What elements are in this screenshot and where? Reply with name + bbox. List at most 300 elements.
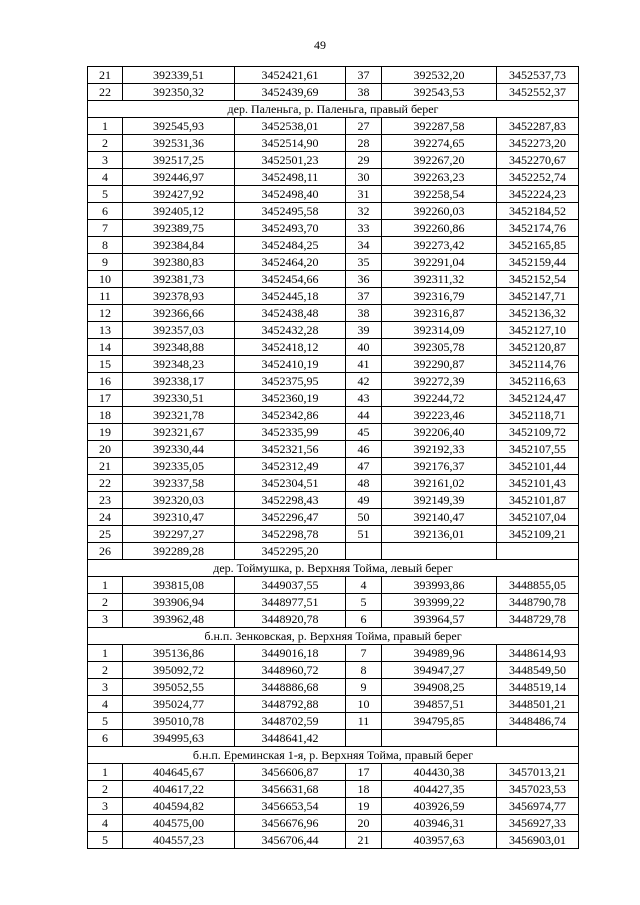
point-number-cell: 1 [88,577,123,594]
coordinate-x-cell: 392350,32 [123,84,235,101]
point-number-cell: 17 [88,390,123,407]
coordinate-x-cell: 392289,28 [123,543,235,560]
coordinate-y-cell: 3457023,53 [497,781,579,798]
coordinate-y-cell: 3452273,20 [497,135,579,152]
table-row [88,611,579,628]
coordinate-y-cell: 3452109,72 [497,424,579,441]
coordinate-x-cell: 392272,39 [382,373,497,390]
point-number-cell: 30 [346,169,382,186]
table-row [88,288,579,305]
coordinate-x-cell: 394947,27 [382,662,497,679]
table-row [88,543,579,560]
coordinate-y-cell: 3448920,78 [235,611,346,628]
coordinate-y-cell: 3452439,69 [235,84,346,101]
point-number-cell: 50 [346,509,382,526]
coordinate-x-cell: 404575,00 [123,815,235,832]
point-number-cell: 48 [346,475,382,492]
coordinate-x-cell: 392260,03 [382,203,497,220]
point-number-cell: 8 [346,662,382,679]
coordinate-x-cell: 392310,47 [123,509,235,526]
coordinate-y-cell: 3452152,54 [497,271,579,288]
coordinate-y-cell: 3452321,56 [235,441,346,458]
coordinate-y-cell: 3452101,44 [497,458,579,475]
coordinate-y-cell: 3448790,78 [497,594,579,611]
coordinate-x-cell: 392380,83 [123,254,235,271]
coordinate-y-cell: 3452107,04 [497,509,579,526]
coordinate-x-cell: 393815,08 [123,577,235,594]
coordinate-y-cell: 3452101,43 [497,475,579,492]
coordinate-y-cell: 3452147,71 [497,288,579,305]
point-number-cell: 6 [346,611,382,628]
coordinate-x-cell: 392314,09 [382,322,497,339]
coordinate-x-cell: 392244,72 [382,390,497,407]
point-number-cell: 7 [346,645,382,662]
coordinate-x-cell: 392316,79 [382,288,497,305]
coordinate-y-cell: 3452410,19 [235,356,346,373]
table-row [88,339,579,356]
coordinate-x-cell: 393962,48 [123,611,235,628]
table-row [88,424,579,441]
point-number-cell: 21 [88,67,123,84]
point-number-cell: 2 [88,594,123,611]
coordinate-x-cell: 404594,82 [123,798,235,815]
point-number-cell: 11 [88,288,123,305]
coordinate-y-cell: 3456676,96 [235,815,346,832]
coordinate-x-cell: 392260,86 [382,220,497,237]
coordinate-x-cell: 392287,58 [382,118,497,135]
point-number-cell: 15 [88,356,123,373]
table-row [88,730,579,747]
coordinate-x-cell: 395024,77 [123,696,235,713]
coordinate-y-cell: 3452124,47 [497,390,579,407]
table-row [88,441,579,458]
table-row [88,713,579,730]
point-number-cell: 22 [88,84,123,101]
coordinate-y-cell: 3448549,50 [497,662,579,679]
coordinate-x-cell: 392531,36 [123,135,235,152]
coordinate-y-cell: 3452184,52 [497,203,579,220]
coordinate-x-cell: 392330,44 [123,441,235,458]
point-number-cell: 4 [88,696,123,713]
coordinate-y-cell: 3452418,12 [235,339,346,356]
point-number-cell [346,730,382,747]
coordinate-y-cell [497,543,579,560]
coordinate-x-cell: 404430,38 [382,764,497,781]
point-number-cell: 5 [346,594,382,611]
coordinate-y-cell: 3448519,14 [497,679,579,696]
coordinate-x-cell: 393993,86 [382,577,497,594]
coordinate-y-cell: 3452335,99 [235,424,346,441]
table-row [88,815,579,832]
table-row [88,390,579,407]
coordinate-y-cell: 3456927,33 [497,815,579,832]
table-row [88,186,579,203]
coordinate-y-cell: 3452296,47 [235,509,346,526]
point-number-cell: 1 [88,118,123,135]
point-number-cell: 10 [88,271,123,288]
coordinate-y-cell: 3448614,93 [497,645,579,662]
coordinate-y-cell: 3448960,72 [235,662,346,679]
coordinate-y-cell: 3448486,74 [497,713,579,730]
table-row [88,696,579,713]
coordinate-y-cell: 3452432,28 [235,322,346,339]
point-number-cell: 20 [346,815,382,832]
coordinate-x-cell: 392348,88 [123,339,235,356]
coordinate-y-cell: 3448886,68 [235,679,346,696]
table-row [88,764,579,781]
coordinate-y-cell: 3448501,21 [497,696,579,713]
coordinate-y-cell: 3452304,51 [235,475,346,492]
point-number-cell: 13 [88,322,123,339]
coordinate-y-cell: 3452120,87 [497,339,579,356]
coordinate-y-cell: 3452552,37 [497,84,579,101]
coordinate-y-cell: 3448977,51 [235,594,346,611]
coordinate-y-cell: 3452165,85 [497,237,579,254]
coordinate-y-cell: 3452538,01 [235,118,346,135]
coordinate-y-cell: 3452312,49 [235,458,346,475]
point-number-cell: 5 [88,713,123,730]
table-row [88,662,579,679]
coordinate-x-cell: 404427,35 [382,781,497,798]
table-row [88,526,579,543]
coordinate-x-cell: 392258,54 [382,186,497,203]
point-number-cell: 9 [88,254,123,271]
coordinate-x-cell: 392378,93 [123,288,235,305]
coordinate-x-cell: 392335,05 [123,458,235,475]
coordinate-y-cell: 3449037,55 [235,577,346,594]
coordinates-table-body [88,67,579,849]
point-number-cell: 16 [88,373,123,390]
point-number-cell: 17 [346,764,382,781]
point-number-cell: 49 [346,492,382,509]
point-number-cell: 3 [88,152,123,169]
table-row [88,135,579,152]
table-row [88,322,579,339]
coordinate-y-cell: 3452127,10 [497,322,579,339]
point-number-cell: 37 [346,288,382,305]
point-number-cell: 4 [88,169,123,186]
point-number-cell: 1 [88,645,123,662]
coordinate-x-cell: 403926,59 [382,798,497,815]
point-number-cell: 4 [88,815,123,832]
coordinate-x-cell: 392532,20 [382,67,497,84]
point-number-cell: 36 [346,271,382,288]
point-number-cell: 38 [346,84,382,101]
coordinate-x-cell: 392223,46 [382,407,497,424]
point-number-cell: 34 [346,237,382,254]
section-header-row [88,560,579,577]
coordinate-x-cell: 392206,40 [382,424,497,441]
table-row [88,237,579,254]
table-row [88,254,579,271]
coordinate-y-cell: 3452298,78 [235,526,346,543]
point-number-cell: 40 [346,339,382,356]
coordinate-y-cell: 3456903,01 [497,832,579,849]
point-number-cell: 6 [88,730,123,747]
table-row [88,832,579,849]
point-number-cell: 1 [88,764,123,781]
section-title: дер. Паленьга, р. Паленьга, правый берег [88,101,579,118]
coordinate-x-cell: 394795,85 [382,713,497,730]
coordinate-x-cell: 392321,78 [123,407,235,424]
point-number-cell: 33 [346,220,382,237]
coordinate-y-cell: 3452136,32 [497,305,579,322]
table-row [88,152,579,169]
coordinate-x-cell: 392384,84 [123,237,235,254]
coordinate-x-cell: 395010,78 [123,713,235,730]
table-row [88,203,579,220]
point-number-cell: 18 [346,781,382,798]
table-row [88,373,579,390]
coordinate-y-cell: 3457013,21 [497,764,579,781]
coordinate-x-cell: 392338,17 [123,373,235,390]
coordinate-y-cell: 3452101,87 [497,492,579,509]
coordinate-x-cell: 394989,96 [382,645,497,662]
coordinates-table [87,66,579,849]
coordinate-y-cell: 3452445,18 [235,288,346,305]
coordinate-x-cell: 392543,53 [382,84,497,101]
coordinate-y-cell: 3452109,21 [497,526,579,543]
section-header-row [88,101,579,118]
coordinate-x-cell: 393964,57 [382,611,497,628]
coordinate-x-cell: 392337,58 [123,475,235,492]
section-title: б.н.п. Ереминская 1-я, р. Верхняя Тойма, правый берег [88,747,579,764]
point-number-cell: 26 [88,543,123,560]
table-row [88,271,579,288]
coordinate-x-cell: 394995,63 [123,730,235,747]
point-number-cell: 29 [346,152,382,169]
point-number-cell: 20 [88,441,123,458]
coordinate-x-cell: 392389,75 [123,220,235,237]
coordinate-y-cell: 3452298,43 [235,492,346,509]
coordinate-y-cell: 3452464,20 [235,254,346,271]
coordinate-x-cell: 392290,87 [382,356,497,373]
coordinate-y-cell: 3456706,44 [235,832,346,849]
page-number: 49 [314,38,326,52]
coordinate-x-cell: 392330,51 [123,390,235,407]
point-number-cell: 8 [88,237,123,254]
coordinate-x-cell: 392267,20 [382,152,497,169]
table-row [88,781,579,798]
point-number-cell: 28 [346,135,382,152]
coordinate-x-cell: 403946,31 [382,815,497,832]
coordinate-y-cell: 3452495,58 [235,203,346,220]
table-row [88,407,579,424]
table-row [88,84,579,101]
coordinate-y-cell: 3452107,55 [497,441,579,458]
coordinate-x-cell: 394908,25 [382,679,497,696]
table-row [88,169,579,186]
coordinate-y-cell [497,730,579,747]
coordinate-x-cell: 392176,37 [382,458,497,475]
point-number-cell: 7 [88,220,123,237]
coordinate-y-cell: 3452438,48 [235,305,346,322]
coordinate-y-cell: 3452501,23 [235,152,346,169]
coordinate-y-cell: 3452252,74 [497,169,579,186]
point-number-cell: 42 [346,373,382,390]
point-number-cell: 45 [346,424,382,441]
coordinate-y-cell: 3452118,71 [497,407,579,424]
coordinate-y-cell: 3448792,88 [235,696,346,713]
coordinate-x-cell: 392274,65 [382,135,497,152]
table-row [88,679,579,696]
coordinate-y-cell: 3452114,76 [497,356,579,373]
coordinate-y-cell: 3452375,95 [235,373,346,390]
coordinate-x-cell: 392140,47 [382,509,497,526]
point-number-cell: 3 [88,611,123,628]
coordinate-x-cell: 392348,23 [123,356,235,373]
coordinate-x-cell: 392446,97 [123,169,235,186]
coordinate-x-cell: 392320,03 [123,492,235,509]
coordinate-y-cell: 3452270,67 [497,152,579,169]
table-row [88,492,579,509]
coordinate-y-cell: 3456974,77 [497,798,579,815]
table-row [88,594,579,611]
coordinate-y-cell: 3452421,61 [235,67,346,84]
coordinate-x-cell: 392273,42 [382,237,497,254]
coordinate-x-cell: 403957,63 [382,832,497,849]
coordinate-y-cell: 3452295,20 [235,543,346,560]
point-number-cell: 3 [88,679,123,696]
coordinate-x-cell: 393999,22 [382,594,497,611]
coordinate-x-cell: 392517,25 [123,152,235,169]
point-number-cell: 23 [88,492,123,509]
coordinate-x-cell: 392427,92 [123,186,235,203]
table-row [88,645,579,662]
coordinate-x-cell: 395136,86 [123,645,235,662]
point-number-cell: 3 [88,798,123,815]
coordinate-y-cell: 3452514,90 [235,135,346,152]
coordinate-x-cell: 392339,51 [123,67,235,84]
coordinate-y-cell: 3452484,25 [235,237,346,254]
coordinate-x-cell: 392305,78 [382,339,497,356]
coordinate-y-cell: 3448729,78 [497,611,579,628]
coordinate-x-cell: 393906,94 [123,594,235,611]
coordinate-x-cell: 404645,67 [123,764,235,781]
coordinate-y-cell: 3452493,70 [235,220,346,237]
coordinate-y-cell: 3452224,23 [497,186,579,203]
point-number-cell: 24 [88,509,123,526]
coordinate-x-cell: 392545,93 [123,118,235,135]
point-number-cell: 5 [88,832,123,849]
section-header-row [88,747,579,764]
coordinate-x-cell: 392366,66 [123,305,235,322]
point-number-cell: 21 [88,458,123,475]
point-number-cell: 2 [88,135,123,152]
point-number-cell: 37 [346,67,382,84]
point-number-cell: 47 [346,458,382,475]
coordinate-y-cell: 3452116,63 [497,373,579,390]
coordinate-y-cell: 3456631,68 [235,781,346,798]
point-number-cell: 31 [346,186,382,203]
coordinate-x-cell: 392316,87 [382,305,497,322]
coordinate-x-cell: 404617,22 [123,781,235,798]
coordinate-y-cell: 3452498,40 [235,186,346,203]
point-number-cell: 44 [346,407,382,424]
section-title: дер. Тоймушка, р. Верхняя Тойма, левый берег [88,560,579,577]
point-number-cell: 2 [88,662,123,679]
coordinate-x-cell [382,730,497,747]
point-number-cell: 14 [88,339,123,356]
point-number-cell: 21 [346,832,382,849]
table-row [88,220,579,237]
point-number-cell: 27 [346,118,382,135]
table-row [88,67,579,84]
coordinate-y-cell: 3452360,19 [235,390,346,407]
point-number-cell: 25 [88,526,123,543]
coordinate-y-cell: 3452342,86 [235,407,346,424]
coordinate-y-cell: 3448641,42 [235,730,346,747]
section-title: б.н.п. Зенковская, р. Верхняя Тойма, правый берег [88,628,579,645]
coordinate-y-cell: 3452454,66 [235,271,346,288]
coordinate-x-cell: 392136,01 [382,526,497,543]
coordinate-x-cell: 392321,67 [123,424,235,441]
coordinate-y-cell: 3456653,54 [235,798,346,815]
point-number-cell: 9 [346,679,382,696]
coordinate-x-cell: 392405,12 [123,203,235,220]
coordinate-y-cell: 3452537,73 [497,67,579,84]
point-number-cell: 39 [346,322,382,339]
point-number-cell: 41 [346,356,382,373]
coordinate-x-cell: 395092,72 [123,662,235,679]
point-number-cell: 22 [88,475,123,492]
point-number-cell: 6 [88,203,123,220]
coordinate-x-cell: 395052,55 [123,679,235,696]
coordinate-y-cell: 3456606,87 [235,764,346,781]
coordinate-y-cell: 3452159,44 [497,254,579,271]
table-row [88,577,579,594]
point-number-cell: 35 [346,254,382,271]
coordinate-x-cell: 392297,27 [123,526,235,543]
table-row [88,356,579,373]
point-number-cell [346,543,382,560]
coordinate-x-cell: 404557,23 [123,832,235,849]
point-number-cell: 43 [346,390,382,407]
point-number-cell: 2 [88,781,123,798]
coordinate-y-cell: 3448702,59 [235,713,346,730]
point-number-cell: 46 [346,441,382,458]
coordinate-y-cell: 3452174,76 [497,220,579,237]
point-number-cell: 11 [346,713,382,730]
coordinate-x-cell: 392161,02 [382,475,497,492]
coordinate-y-cell: 3449016,18 [235,645,346,662]
point-number-cell: 4 [346,577,382,594]
point-number-cell: 32 [346,203,382,220]
point-number-cell: 19 [88,424,123,441]
table-row [88,118,579,135]
point-number-cell: 18 [88,407,123,424]
coordinate-x-cell: 392291,04 [382,254,497,271]
point-number-cell: 12 [88,305,123,322]
table-row [88,475,579,492]
coordinate-x-cell: 392381,73 [123,271,235,288]
coordinate-x-cell: 394857,51 [382,696,497,713]
coordinate-x-cell: 392263,23 [382,169,497,186]
coordinate-x-cell: 392192,33 [382,441,497,458]
coordinate-x-cell: 392357,03 [123,322,235,339]
table-row [88,305,579,322]
point-number-cell: 38 [346,305,382,322]
coordinate-y-cell: 3448855,05 [497,577,579,594]
point-number-cell: 19 [346,798,382,815]
point-number-cell: 51 [346,526,382,543]
table-row [88,798,579,815]
table-row [88,458,579,475]
coordinate-x-cell [382,543,497,560]
coordinate-x-cell: 392149,39 [382,492,497,509]
point-number-cell: 10 [346,696,382,713]
coordinate-y-cell: 3452498,11 [235,169,346,186]
